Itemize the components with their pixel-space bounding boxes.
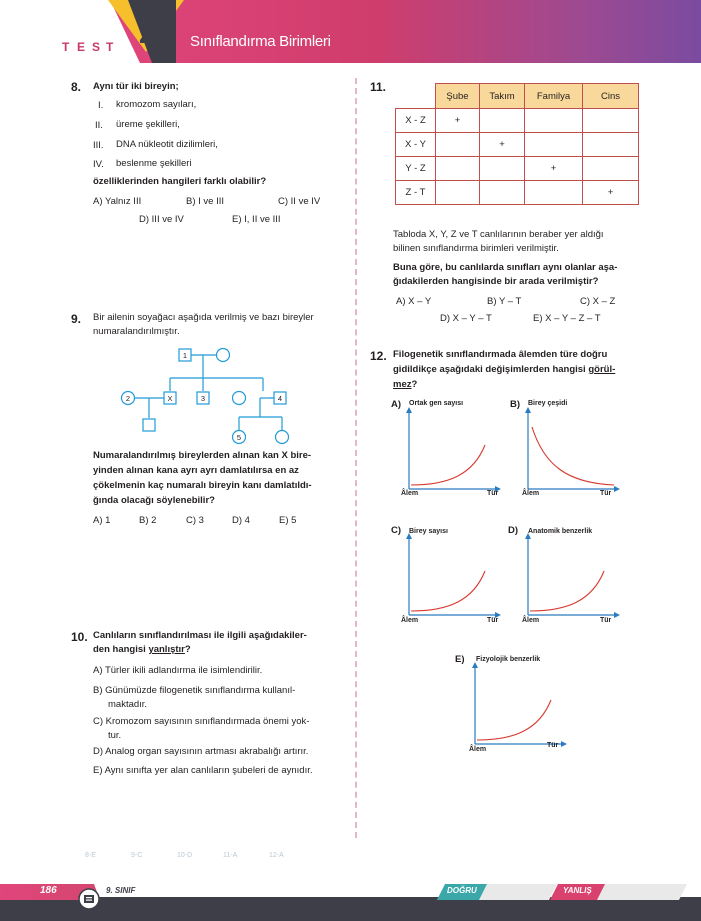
page-title: Sınıflandırma Birimleri: [190, 33, 331, 50]
table-cell: [480, 109, 525, 133]
table-row: [396, 109, 639, 133]
table-cell: [583, 109, 639, 133]
test-letter: T: [62, 40, 71, 54]
test-letter: T: [106, 40, 115, 54]
graph-ylabel: Birey çeşidi: [528, 400, 568, 407]
graph-a[interactable]: [389, 397, 509, 507]
graph-xend: Tür: [600, 490, 612, 497]
q8-item-roman: I.: [98, 100, 104, 111]
q11-text-line: bilinen sınıflandırma birimleri verilmiştir.: [393, 243, 559, 254]
graph-xstart: Âlem: [522, 490, 540, 497]
table-row: [396, 133, 639, 157]
pedigree-label: 1: [182, 351, 188, 360]
question-number-10: 10.: [71, 630, 88, 644]
graph-x-arrow-icon: [614, 486, 620, 492]
q10-option-c-cont: tur.: [108, 730, 122, 741]
q10-option-c[interactable]: C) Kromozom sayısının sınıflandırmada önemi yok-: [93, 716, 310, 727]
table-cell: [583, 157, 639, 181]
pedigree-diagram: [110, 340, 310, 450]
test-letter: E: [77, 40, 87, 54]
graph-ylabel: Ortak gen sayısı: [409, 400, 464, 407]
pedigree-label: 5: [236, 433, 242, 442]
graph-ylabel: Birey sayısı: [409, 528, 448, 535]
graph-b[interactable]: [508, 397, 628, 507]
test-letter: S: [92, 40, 102, 54]
graph-d[interactable]: [508, 523, 628, 633]
q11-question-line: ğıdakilerden hangisinde bir arada verilmiştir?: [393, 276, 599, 287]
q12-stem-line: Filogenetik sınıflandırmada âlemden türe doğru: [393, 349, 608, 360]
graph-letter: C): [391, 525, 402, 536]
table-corner: [396, 84, 436, 109]
correct-label: DOĞRU: [447, 886, 477, 895]
graph-y-arrow-icon: [406, 407, 412, 413]
answer-code: 11-A: [223, 852, 238, 859]
q8-option-e[interactable]: E) I, II ve III: [232, 214, 281, 225]
table-cell: [525, 181, 583, 205]
footer-bar: [0, 897, 701, 921]
graph-xend: Tür: [487, 617, 499, 624]
graph-ylabel: Anatomik benzerlik: [528, 528, 593, 535]
q11-option-b[interactable]: B) Y – T: [487, 296, 522, 307]
q9-option-d[interactable]: D) 4: [232, 515, 250, 526]
graph-plot: [522, 405, 622, 495]
q10-option-b[interactable]: B) Günümüzde filogenetik sınıflandırma kullanıl-: [93, 685, 296, 696]
q8-item-roman: III.: [93, 140, 104, 151]
q8-option-b[interactable]: B) I ve III: [186, 196, 225, 207]
q9-question-line: yinden alınan kana ayrı ayrı damlatılırsa en az: [93, 465, 299, 476]
q8-item-roman: IV.: [93, 159, 104, 170]
graph-xend: Tür: [600, 617, 612, 624]
answer-code: 10-D: [177, 852, 193, 859]
header-banner: [110, 0, 701, 63]
q9-option-e[interactable]: E) 5: [279, 515, 297, 526]
pedigree-label: 3: [200, 394, 206, 403]
q9-stem-line: numaralandırılmıştır.: [93, 326, 180, 337]
graph-x-arrow-icon: [614, 612, 620, 618]
graph-curve: [411, 571, 485, 611]
q11-option-a[interactable]: A) X – Y: [396, 296, 432, 307]
test-number: 2: [139, 18, 155, 49]
table-cell: [525, 109, 583, 133]
graph-plot: [522, 531, 622, 621]
graph-c[interactable]: [389, 523, 509, 633]
publisher-logo-icon: [78, 888, 100, 910]
q9-question-line: Numaralandırılmış bireylerden alınan kan X bire-: [93, 450, 312, 461]
table-cell: [480, 157, 525, 181]
column-divider: [355, 78, 357, 838]
table-row: [396, 157, 639, 181]
graph-letter: E): [455, 654, 465, 665]
q9-option-a[interactable]: A) 1: [93, 515, 111, 526]
q11-option-d[interactable]: D) X – Y – T: [440, 313, 492, 324]
row-label: X - Y: [396, 133, 436, 157]
graph-y-arrow-icon: [525, 533, 531, 539]
wrong-label: YANLIŞ: [563, 886, 592, 895]
graph-letter: A): [391, 399, 402, 410]
q11-option-e[interactable]: E) X – Y – Z – T: [533, 313, 601, 324]
graph-y-arrow-icon: [406, 533, 412, 539]
pedigree-label: 2: [125, 394, 131, 403]
q8-item-text: DNA nükleotit dizilimleri,: [116, 139, 218, 150]
q8-option-c[interactable]: C) II ve IV: [278, 196, 321, 207]
graph-plot: [469, 660, 569, 750]
graph-curve: [530, 571, 604, 611]
table-cell: [525, 133, 583, 157]
graph-xend: Tür: [487, 490, 499, 497]
graph-y-arrow-icon: [472, 662, 478, 668]
graph-y-arrow-icon: [525, 407, 531, 413]
q10-stem-line: den hangisi yanlıştır?: [93, 644, 191, 655]
row-label: X - Z: [396, 109, 436, 133]
q8-item-text: beslenme şekilleri: [116, 158, 192, 169]
pedigree-female: [276, 431, 289, 444]
graph-xstart: Âlem: [401, 490, 419, 497]
graph-e[interactable]: [455, 652, 575, 762]
table-cell: +: [480, 133, 525, 157]
q10-underlined-word: yanlıştır: [148, 644, 185, 655]
classification-table: [395, 83, 639, 205]
q8-item-text: kromozom sayıları,: [116, 99, 197, 110]
q8-stem: Aynı tür iki bireyin;: [93, 81, 179, 92]
table-header: Şube: [436, 84, 480, 109]
q8-option-a[interactable]: A) Yalnız III: [93, 196, 142, 207]
q9-stem-line: Bir ailenin soyağacı aşağıda verilmiş ve bazı bireyler: [93, 312, 314, 323]
graph-xend: Tür: [547, 742, 559, 749]
q11-text-line: Tabloda X, Y, Z ve T canlılarının beraber yer aldığı: [393, 229, 604, 240]
graph-x-arrow-icon: [561, 741, 567, 747]
row-label: Z - T: [396, 181, 436, 205]
graph-ylabel: Fizyolojik benzerlik: [476, 656, 541, 663]
q12-stem-line: gidildikçe aşağıdaki değişimlerden hangisi görül-: [393, 364, 616, 375]
q10-option-d[interactable]: D) Analog organ sayısının artması akrabalığı artırır.: [93, 746, 309, 757]
q9-option-b[interactable]: B) 2: [139, 515, 157, 526]
question-number-9: 9.: [71, 312, 82, 326]
q10-stem-line: Canlıların sınıflandırılması ile ilgili aşağıdakiler-: [93, 630, 307, 641]
table-header: Familya: [525, 84, 583, 109]
q8-item-roman: II.: [95, 120, 103, 131]
graph-plot: [403, 531, 503, 621]
q11-option-c[interactable]: C) X – Z: [580, 296, 616, 307]
answer-code: 8-E: [85, 852, 96, 859]
q11-question-line: Buna göre, bu canlılarda sınıfları aynı olanlar aşa-: [393, 262, 618, 273]
q9-question-line: ğında olacağı söylenebilir?: [93, 495, 215, 506]
graph-xstart: Âlem: [401, 617, 419, 624]
table-cell: +: [436, 109, 480, 133]
question-number-12: 12.: [370, 349, 387, 363]
table-cell: +: [525, 157, 583, 181]
table-header: Takım: [480, 84, 525, 109]
graph-xstart: Âlem: [469, 746, 487, 753]
page-number: 186: [40, 885, 57, 896]
pedigree-label: X: [167, 394, 173, 403]
q8-item-text: üreme şekilleri,: [116, 119, 180, 130]
question-number-8: 8.: [71, 80, 82, 94]
graph-curve: [411, 445, 485, 485]
graph-curve: [477, 700, 551, 740]
graph-xstart: Âlem: [522, 617, 540, 624]
answer-code: 12-A: [269, 852, 284, 859]
pedigree-female: [217, 349, 230, 362]
q8-question: özelliklerinden hangileri farklı olabilir?: [93, 176, 267, 187]
grade-label: 9. SINIF: [106, 886, 136, 895]
table-cell: +: [583, 181, 639, 205]
q12-underlined-word: görül-: [588, 364, 616, 375]
table-row: [396, 181, 639, 205]
table-cell: [480, 181, 525, 205]
table-cell: [436, 157, 480, 181]
pedigree-label: 4: [277, 394, 283, 403]
graph-plot: [403, 405, 503, 495]
q9-question-line: çökelmenin kaç numaralı bireyin kanı damlatıldı-: [93, 480, 312, 491]
row-label: Y - Z: [396, 157, 436, 181]
table-cell: [583, 133, 639, 157]
pedigree-female: [233, 392, 246, 405]
q8-option-d[interactable]: D) III ve IV: [139, 214, 184, 225]
table-cell: [436, 181, 480, 205]
graph-letter: D): [508, 525, 519, 536]
q12-stem-line: mez?: [393, 379, 418, 390]
pedigree-male: [143, 419, 155, 431]
graph-letter: B): [510, 399, 521, 410]
answer-code: 9-C: [131, 852, 143, 859]
q10-option-a[interactable]: A) Türler ikili adlandırma ile isimlendirilir.: [93, 665, 263, 676]
q9-option-c[interactable]: C) 3: [186, 515, 204, 526]
table-cell: [436, 133, 480, 157]
q10-option-e[interactable]: E) Aynı sınıfta yer alan canlıların şubeleri de aynıdır.: [93, 765, 313, 776]
table-header: Cins: [583, 84, 639, 109]
graph-curve: [532, 427, 614, 485]
question-number-11: 11.: [370, 80, 387, 94]
q10-option-b-cont: maktadır.: [108, 699, 148, 710]
